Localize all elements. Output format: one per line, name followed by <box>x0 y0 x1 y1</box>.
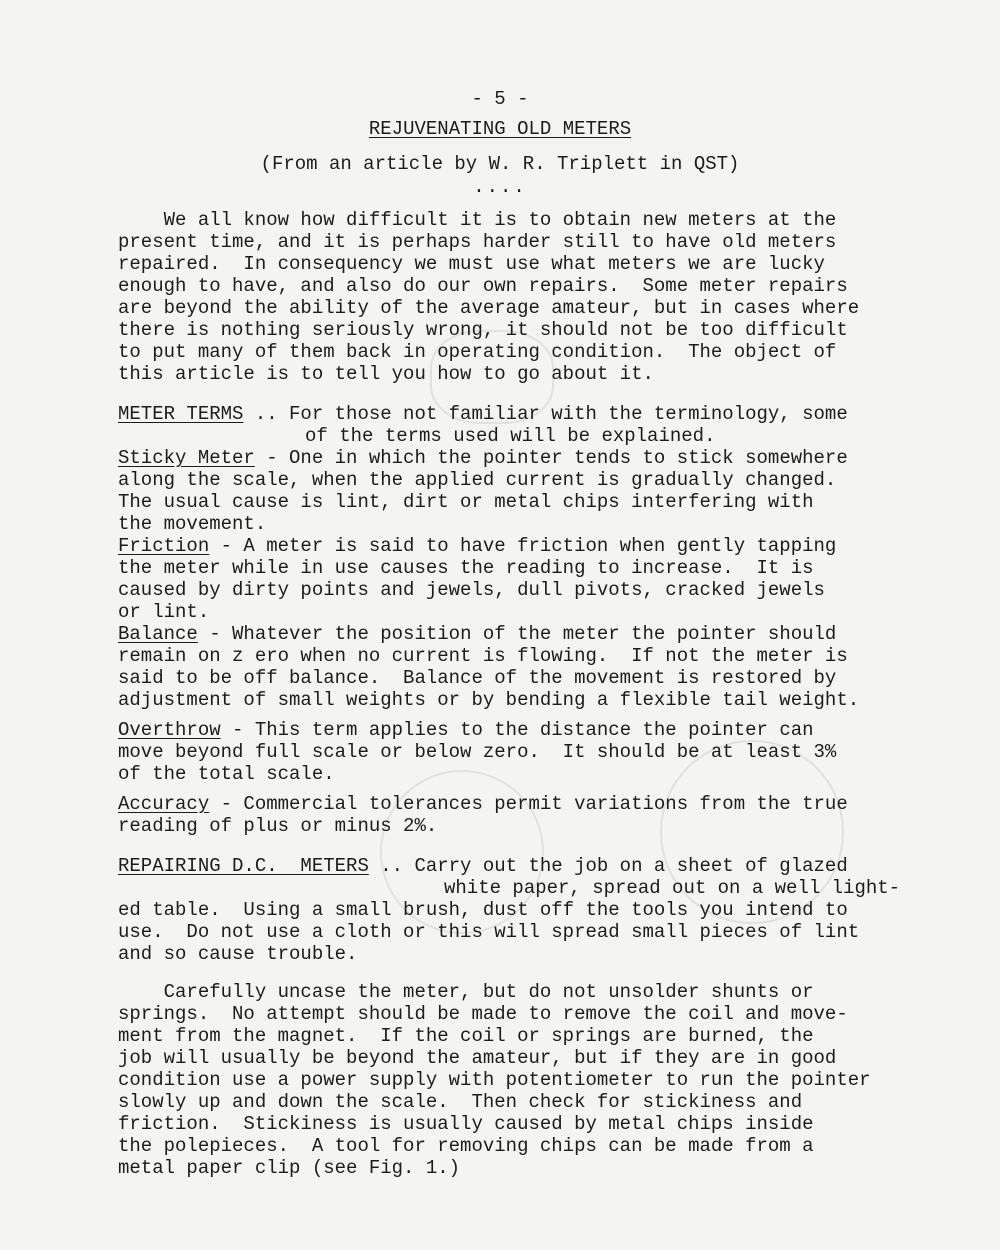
balance-line: adjustment of small weights or by bending a flexible tail weight. <box>118 689 860 711</box>
intro-line: to put many of them back in operating condition. The object of <box>118 341 837 363</box>
friction-text: - A meter is said to have friction when gently tapping <box>209 535 837 557</box>
sticky-meter-line: the movement. <box>118 513 267 535</box>
balance-line: said to be off balance. Balance of the movement is restored by <box>118 667 837 689</box>
meter-terms-line <box>118 403 848 425</box>
intro-line: are beyond the ability of the average amateur, but in cases where <box>118 297 860 319</box>
closing-line: condition use a power supply with potentiometer to run the pointer <box>118 1069 871 1091</box>
overthrow-line: move beyond full scale or below zero. It should be at least 3% <box>118 741 837 763</box>
balance-line <box>118 623 836 645</box>
repairing-line <box>118 855 848 877</box>
balance-text: - Whatever the position of the meter the pointer should <box>197 623 837 645</box>
closing-line: metal paper clip (see Fig. 1.) <box>118 1157 461 1179</box>
accuracy-line <box>118 793 848 815</box>
meter-terms-line2: of the terms used will be explained. <box>305 425 716 447</box>
accuracy-term: Accuracy <box>118 793 210 815</box>
sticky-meter-text: - One in which the pointer tends to stick somewhere <box>254 447 848 469</box>
intro-line: present time, and it is perhaps harder still to have old meters <box>118 231 837 253</box>
intro-line: We all know how difficult it is to obtain new meters at the <box>118 209 837 231</box>
sticky-meter-term: Sticky Meter <box>118 447 255 469</box>
intro-line: repaired. In consequency we must use what meters we are lucky <box>118 253 825 275</box>
closing-line: slowly up and down the scale. Then check for stickiness and <box>118 1091 803 1113</box>
repairing-line: and so cause trouble. <box>118 943 358 965</box>
friction-line: caused by dirty points and jewels, dull pivots, cracked jewels <box>118 579 825 601</box>
closing-line: Carefully uncase the meter, but do not unsolder shunts or <box>118 981 814 1003</box>
intro-line: this article is to tell you how to go about it. <box>118 363 654 385</box>
balance-term: Balance <box>118 623 198 645</box>
repairing-line: ed table. Using a small brush, dust off the tools you intend to <box>118 899 848 921</box>
friction-term: Friction <box>118 535 210 557</box>
page-number: - 5 - <box>471 88 529 110</box>
accuracy-line: reading of plus or minus 2%. <box>118 815 438 837</box>
friction-line <box>118 535 836 557</box>
sticky-meter-line: along the scale, when the applied current is gradually changed. <box>118 469 837 491</box>
balance-line: remain on z ero when no current is flowing. If not the meter is <box>118 645 848 667</box>
closing-line: ment from the magnet. If the coil or springs are burned, the <box>118 1025 814 1047</box>
repairing-text: .. Carry out the job on a sheet of glazed <box>368 855 848 877</box>
repairing-line2: white paper, spread out on a well light- <box>444 877 901 899</box>
closing-line: friction. Stickiness is usually caused by metal chips inside <box>118 1113 814 1135</box>
intro-line: there is nothing seriously wrong, it should not be too difficult <box>118 319 848 341</box>
separator: .... <box>473 176 527 198</box>
sticky-meter-line <box>118 447 848 469</box>
meter-terms-text: .. For those not familiar with the terminology, some <box>243 403 848 425</box>
sticky-meter-line: The usual cause is lint, dirt or metal chips interfering with <box>118 491 814 513</box>
source-line: (From an article by W. R. Triplett in QST) <box>260 153 740 175</box>
friction-line: or lint. <box>118 601 210 623</box>
repairing-line: use. Do not use a cloth or this will spread small pieces of lint <box>118 921 860 943</box>
closing-line: the polepieces. A tool for removing chips can be made from a <box>118 1135 814 1157</box>
overthrow-line: of the total scale. <box>118 763 335 785</box>
overthrow-line <box>118 719 814 741</box>
overthrow-text: - This term applies to the distance the pointer can <box>220 719 814 741</box>
accuracy-text: - Commercial tolerances permit variations from the true <box>209 793 848 815</box>
repairing-heading: REPAIRING D.C. METERS <box>118 855 369 877</box>
meter-terms-heading: METER TERMS <box>118 403 244 425</box>
page-title: REJUVENATING OLD METERS <box>368 118 632 140</box>
intro-line: enough to have, and also do our own repairs. Some meter repairs <box>118 275 848 297</box>
closing-line: springs. No attempt should be made to remove the coil and move- <box>118 1003 848 1025</box>
closing-line: job will usually be beyond the amateur, but if they are in good <box>118 1047 837 1069</box>
overthrow-term: Overthrow <box>118 719 221 741</box>
friction-line: the meter while in use causes the reading to increase. It is <box>118 557 814 579</box>
